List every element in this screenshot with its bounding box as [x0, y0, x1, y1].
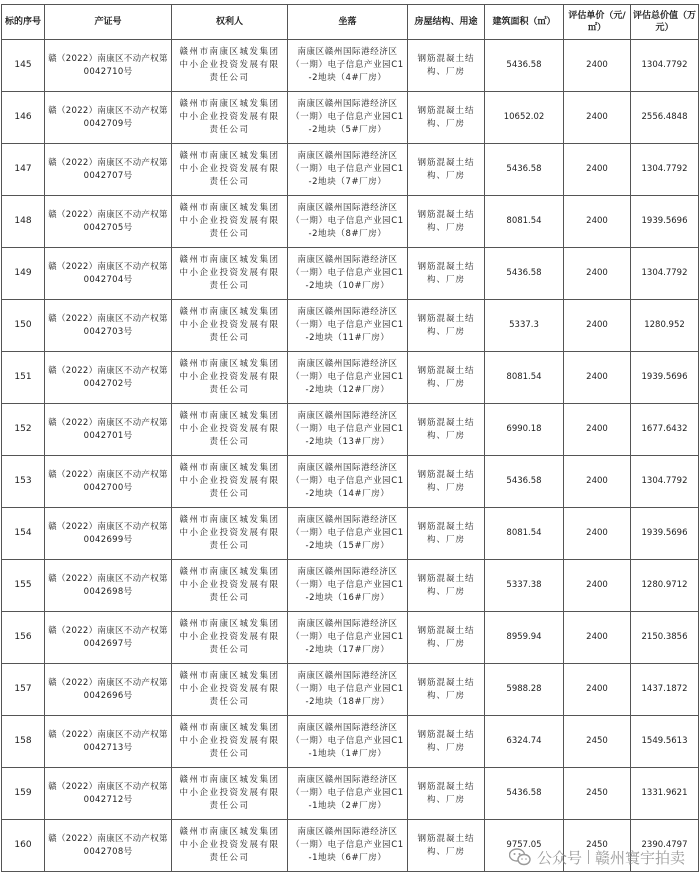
cell-owner: 赣州市南康区城发集团中小企业投资发展有限责任公司 [172, 508, 288, 560]
cell-area: 8081.54 [485, 196, 564, 248]
cell-id: 157 [2, 664, 45, 716]
cell-location: 南康区赣州国际港经济区（一期）电子信息产业园C1-2地块（7#厂房） [288, 144, 408, 196]
cell-location: 南康区赣州国际港经济区（一期）电子信息产业园C1-1地块（2#厂房） [288, 768, 408, 820]
cell-cert: 赣（2022）南康区不动产权第0042713号 [45, 716, 172, 768]
table-row [2, 40, 699, 92]
cell-total: 1331.9621 [631, 768, 699, 820]
cell-area: 5988.28 [485, 664, 564, 716]
cell-total: 2556.4848 [631, 92, 699, 144]
cell-area: 6990.18 [485, 404, 564, 456]
cell-unit-price: 2400 [564, 560, 631, 612]
cell-unit-price: 2400 [564, 612, 631, 664]
cell-cert: 赣（2022）南康区不动产权第0042699号 [45, 508, 172, 560]
cell-unit-price: 2400 [564, 248, 631, 300]
header-use: 房屋结构、用途 [408, 5, 485, 40]
cell-use: 钢筋混凝土结构、厂房 [408, 768, 485, 820]
cell-use: 钢筋混凝土结构、厂房 [408, 352, 485, 404]
cell-unit-price: 2400 [564, 40, 631, 92]
table-row [2, 768, 699, 820]
table-row [2, 144, 699, 196]
cell-location: 南康区赣州国际港经济区（一期）电子信息产业园C1-2地块（5#厂房） [288, 92, 408, 144]
cell-total: 1304.7792 [631, 40, 699, 92]
cell-id: 153 [2, 456, 45, 508]
cell-use: 钢筋混凝土结构、厂房 [408, 560, 485, 612]
cell-unit-price: 2400 [564, 144, 631, 196]
cell-location: 南康区赣州国际港经济区（一期）电子信息产业园C1-2地块（8#厂房） [288, 196, 408, 248]
table-row [2, 560, 699, 612]
cell-cert: 赣（2022）南康区不动产权第0042702号 [45, 352, 172, 404]
cell-use: 钢筋混凝土结构、厂房 [408, 664, 485, 716]
cell-id: 155 [2, 560, 45, 612]
cell-owner: 赣州市南康区城发集团中小企业投资发展有限责任公司 [172, 560, 288, 612]
table-row [2, 248, 699, 300]
cell-id: 158 [2, 716, 45, 768]
cell-area: 5436.58 [485, 456, 564, 508]
cell-owner: 赣州市南康区城发集团中小企业投资发展有限责任公司 [172, 404, 288, 456]
table-row [2, 92, 699, 144]
cell-unit-price: 2450 [564, 768, 631, 820]
cell-area: 5436.58 [485, 40, 564, 92]
header-cert: 产证号 [45, 5, 172, 40]
table-row [2, 456, 699, 508]
cell-location: 南康区赣州国际港经济区（一期）电子信息产业园C1-2地块（12#厂房） [288, 352, 408, 404]
cell-total: 1304.7792 [631, 144, 699, 196]
cell-id: 145 [2, 40, 45, 92]
cell-owner: 赣州市南康区城发集团中小企业投资发展有限责任公司 [172, 456, 288, 508]
table-row [2, 404, 699, 456]
cell-area: 8959.94 [485, 612, 564, 664]
table-row [2, 664, 699, 716]
cell-total: 1939.5696 [631, 352, 699, 404]
cell-location: 南康区赣州国际港经济区（一期）电子信息产业园C1-2地块（10#厂房） [288, 248, 408, 300]
cell-total: 1549.5613 [631, 716, 699, 768]
watermark [509, 845, 685, 869]
cell-total: 1280.9712 [631, 560, 699, 612]
cell-cert: 赣（2022）南康区不动产权第0042708号 [45, 820, 172, 872]
cell-owner: 赣州市南康区城发集团中小企业投资发展有限责任公司 [172, 144, 288, 196]
cell-owner: 赣州市南康区城发集团中小企业投资发展有限责任公司 [172, 664, 288, 716]
cell-unit-price: 2400 [564, 300, 631, 352]
cell-location: 南康区赣州国际港经济区（一期）电子信息产业园C1-2地块（15#厂房） [288, 508, 408, 560]
cell-unit-price: 2400 [564, 352, 631, 404]
cell-use: 钢筋混凝土结构、厂房 [408, 716, 485, 768]
table-row [2, 612, 699, 664]
header-id: 标的序号 [2, 5, 45, 40]
cell-use: 钢筋混凝土结构、厂房 [408, 508, 485, 560]
cell-unit-price: 2450 [564, 716, 631, 768]
cell-area: 5436.58 [485, 248, 564, 300]
cell-total: 1280.952 [631, 300, 699, 352]
cell-cert: 赣（2022）南康区不动产权第0042705号 [45, 196, 172, 248]
cell-owner: 赣州市南康区城发集团中小企业投资发展有限责任公司 [172, 300, 288, 352]
table-row [2, 300, 699, 352]
header-unit-price: 评估单价（元/㎡） [564, 5, 631, 40]
cell-unit-price: 2400 [564, 404, 631, 456]
cell-total: 1437.1872 [631, 664, 699, 716]
cell-cert: 赣（2022）南康区不动产权第0042697号 [45, 612, 172, 664]
cell-cert: 赣（2022）南康区不动产权第0042696号 [45, 664, 172, 716]
cell-location: 南康区赣州国际港经济区（一期）电子信息产业园C1-2地块（4#厂房） [288, 40, 408, 92]
watermark-divider [588, 850, 589, 864]
cell-id: 150 [2, 300, 45, 352]
cell-total: 1939.5696 [631, 508, 699, 560]
cell-owner: 赣州市南康区城发集团中小企业投资发展有限责任公司 [172, 40, 288, 92]
cell-location: 南康区赣州国际港经济区（一期）电子信息产业园C1-2地块（13#厂房） [288, 404, 408, 456]
cell-id: 151 [2, 352, 45, 404]
cell-owner: 赣州市南康区城发集团中小企业投资发展有限责任公司 [172, 196, 288, 248]
cell-location: 南康区赣州国际港经济区（一期）电子信息产业园C1-2地块（11#厂房） [288, 300, 408, 352]
cell-total: 1304.7792 [631, 248, 699, 300]
cell-cert: 赣（2022）南康区不动产权第0042700号 [45, 456, 172, 508]
cell-total: 2150.3856 [631, 612, 699, 664]
cell-cert: 赣（2022）南康区不动产权第0042698号 [45, 560, 172, 612]
cell-total: 1677.6432 [631, 404, 699, 456]
cell-unit-price: 2400 [564, 508, 631, 560]
cell-id: 152 [2, 404, 45, 456]
cell-area: 8081.54 [485, 508, 564, 560]
cell-id: 159 [2, 768, 45, 820]
header-owner: 权利人 [172, 5, 288, 40]
cell-cert: 赣（2022）南康区不动产权第0042703号 [45, 300, 172, 352]
cell-use: 钢筋混凝土结构、厂房 [408, 612, 485, 664]
cell-area: 5436.58 [485, 768, 564, 820]
cell-unit-price: 2450 [564, 820, 631, 872]
header-total: 评估总价值（万元） [631, 5, 699, 40]
cell-unit-price: 2400 [564, 664, 631, 716]
wechat-icon [509, 848, 531, 866]
cell-id: 156 [2, 612, 45, 664]
cell-owner: 赣州市南康区城发集团中小企业投资发展有限责任公司 [172, 716, 288, 768]
cell-unit-price: 2400 [564, 456, 631, 508]
cell-total: 1939.5696 [631, 196, 699, 248]
cell-use: 钢筋混凝土结构、厂房 [408, 300, 485, 352]
cell-use: 钢筋混凝土结构、厂房 [408, 248, 485, 300]
cell-cert: 赣（2022）南康区不动产权第0042712号 [45, 768, 172, 820]
cell-area: 6324.74 [485, 716, 564, 768]
cell-area: 5436.58 [485, 144, 564, 196]
cell-area: 5337.38 [485, 560, 564, 612]
cell-total: 2390.4797 [631, 820, 699, 872]
cell-area: 5337.3 [485, 300, 564, 352]
table-body [2, 40, 699, 872]
table-header-row [2, 5, 699, 40]
cell-use: 钢筋混凝土结构、厂房 [408, 820, 485, 872]
cell-id: 148 [2, 196, 45, 248]
cell-location: 南康区赣州国际港经济区（一期）电子信息产业园C1-2地块（14#厂房） [288, 456, 408, 508]
cell-cert: 赣（2022）南康区不动产权第0042704号 [45, 248, 172, 300]
cell-location: 南康区赣州国际港经济区（一期）电子信息产业园C1-2地块（16#厂房） [288, 560, 408, 612]
cell-cert: 赣（2022）南康区不动产权第0042709号 [45, 92, 172, 144]
cell-owner: 赣州市南康区城发集团中小企业投资发展有限责任公司 [172, 92, 288, 144]
cell-location: 南康区赣州国际港经济区（一期）电子信息产业园C1-1地块（6#厂房） [288, 820, 408, 872]
header-location: 坐落 [288, 5, 408, 40]
cell-cert: 赣（2022）南康区不动产权第0042701号 [45, 404, 172, 456]
cell-use: 钢筋混凝土结构、厂房 [408, 40, 485, 92]
cell-id: 160 [2, 820, 45, 872]
cell-area: 9757.05 [485, 820, 564, 872]
cell-use: 钢筋混凝土结构、厂房 [408, 456, 485, 508]
cell-unit-price: 2400 [564, 196, 631, 248]
cell-area: 10652.02 [485, 92, 564, 144]
table-row [2, 508, 699, 560]
cell-owner: 赣州市南康区城发集团中小企业投资发展有限责任公司 [172, 352, 288, 404]
cell-owner: 赣州市南康区城发集团中小企业投资发展有限责任公司 [172, 612, 288, 664]
cell-use: 钢筋混凝土结构、厂房 [408, 92, 485, 144]
cell-use: 钢筋混凝土结构、厂房 [408, 196, 485, 248]
cell-location: 南康区赣州国际港经济区（一期）电子信息产业园C1-2地块（17#厂房） [288, 612, 408, 664]
cell-owner: 赣州市南康区城发集团中小企业投资发展有限责任公司 [172, 820, 288, 872]
watermark-source: 公众号 [536, 848, 582, 867]
watermark-account-name: 赣州寰宇拍卖 [594, 848, 685, 867]
cell-use: 钢筋混凝土结构、厂房 [408, 144, 485, 196]
table-row [2, 352, 699, 404]
cell-cert: 赣（2022）南康区不动产权第0042710号 [45, 40, 172, 92]
cell-location: 南康区赣州国际港经济区（一期）电子信息产业园C1-2地块（18#厂房） [288, 664, 408, 716]
header-area: 建筑面积（㎡） [485, 5, 564, 40]
table-row [2, 196, 699, 248]
cell-id: 149 [2, 248, 45, 300]
cell-owner: 赣州市南康区城发集团中小企业投资发展有限责任公司 [172, 248, 288, 300]
cell-total: 1304.7792 [631, 456, 699, 508]
cell-id: 147 [2, 144, 45, 196]
cell-location: 南康区赣州国际港经济区（一期）电子信息产业园C1-1地块（1#厂房） [288, 716, 408, 768]
property-table [1, 4, 699, 872]
cell-cert: 赣（2022）南康区不动产权第0042707号 [45, 144, 172, 196]
cell-owner: 赣州市南康区城发集团中小企业投资发展有限责任公司 [172, 768, 288, 820]
cell-unit-price: 2400 [564, 92, 631, 144]
table-row [2, 716, 699, 768]
cell-area: 8081.54 [485, 352, 564, 404]
cell-id: 146 [2, 92, 45, 144]
cell-id: 154 [2, 508, 45, 560]
cell-use: 钢筋混凝土结构、厂房 [408, 404, 485, 456]
